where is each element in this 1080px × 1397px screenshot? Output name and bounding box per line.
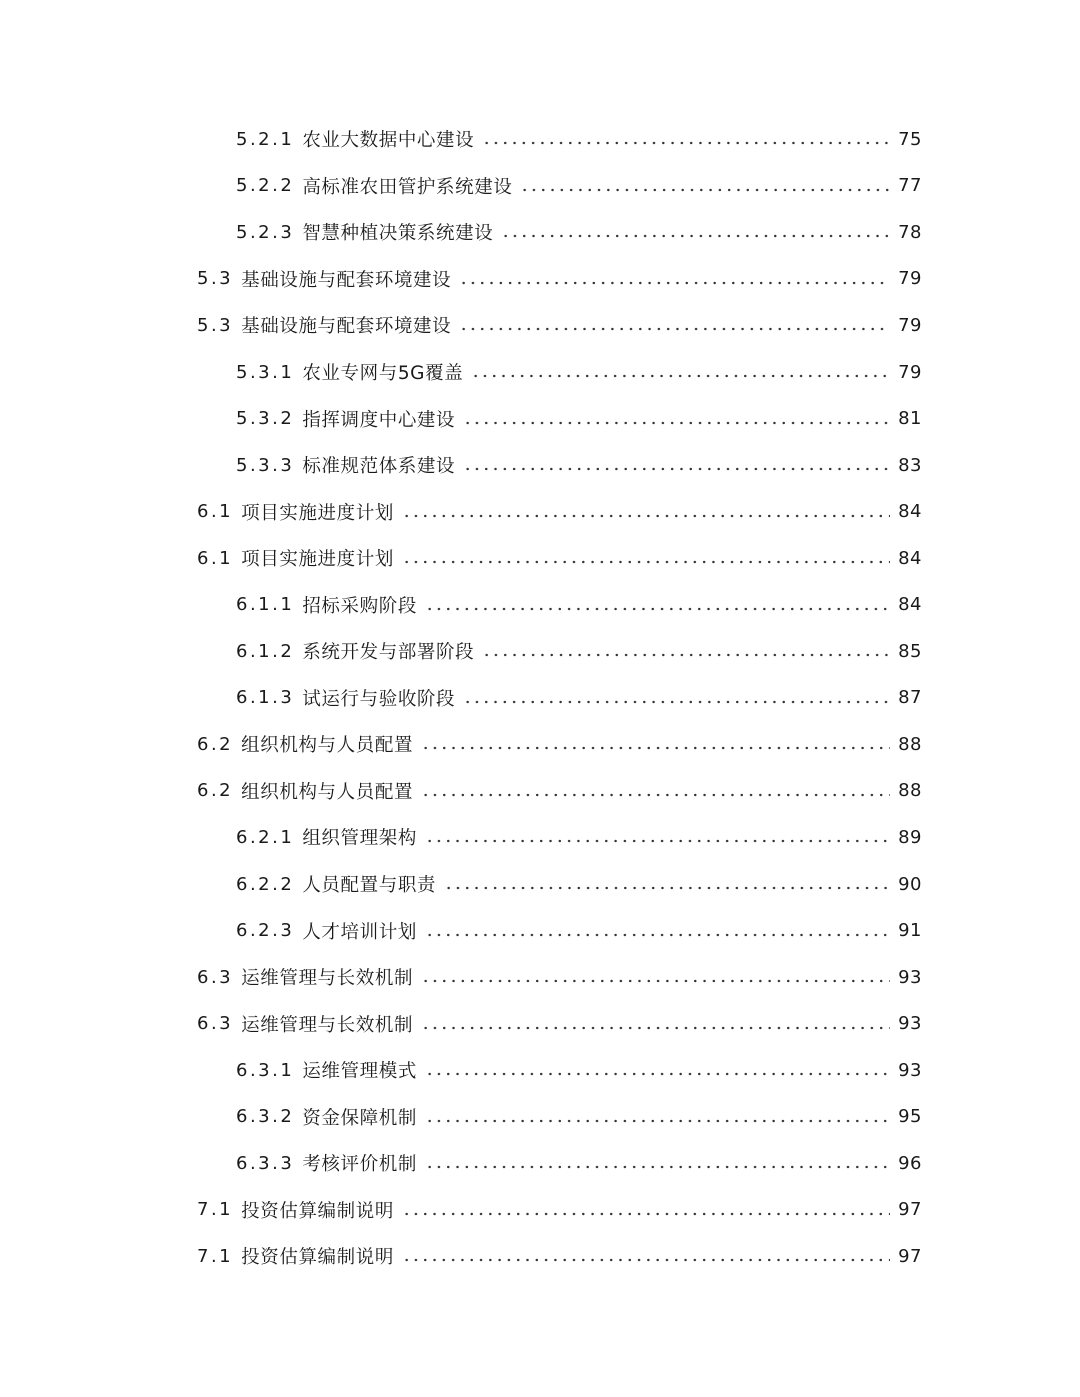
toc-entry-number: 5.3.2 <box>236 408 295 430</box>
toc-entry[interactable] <box>0 349 1080 396</box>
toc-entry-title: 投资估算编制说明 <box>241 1247 394 1269</box>
dot-leader <box>425 1072 890 1076</box>
toc-entry-title: 运维管理模式 <box>302 1061 417 1083</box>
dot-leader <box>402 560 890 564</box>
toc-entry[interactable] <box>0 256 1080 303</box>
toc-entry-title: 资金保障机制 <box>302 1107 417 1129</box>
toc-entry-page-number: 91 <box>898 920 922 942</box>
toc-entry-page-number: 89 <box>898 826 922 848</box>
toc-entry-page-number: 75 <box>898 128 922 150</box>
toc-entry-page-number: 88 <box>898 780 922 802</box>
toc-entry-title: 农业大数据中心建设 <box>302 130 475 152</box>
toc-entry[interactable] <box>0 1140 1080 1187</box>
dot-leader <box>421 1026 890 1030</box>
toc-entry[interactable] <box>0 442 1080 489</box>
toc-entry[interactable] <box>0 535 1080 582</box>
toc-entry-page-number: 93 <box>898 1059 922 1081</box>
dot-leader <box>444 886 890 890</box>
toc-entry[interactable] <box>0 1047 1080 1094</box>
toc-entry[interactable] <box>0 954 1080 1001</box>
toc-entry-number: 5.3.3 <box>236 454 295 476</box>
dot-leader <box>463 467 890 471</box>
toc-entry-title: 标准规范体系建设 <box>302 456 456 478</box>
toc-entry-page-number: 78 <box>898 221 922 243</box>
toc-entry-number: 6.3.2 <box>236 1106 295 1128</box>
toc-entry-number: 6.3.1 <box>236 1059 295 1081</box>
toc-entry-page-number: 77 <box>898 175 922 197</box>
toc-entry-title: 组织机构与人员配置 <box>241 781 414 803</box>
toc-entry-number: 6.2 <box>197 780 234 802</box>
toc-entry[interactable] <box>0 861 1080 908</box>
toc-entry-number: 6.1.3 <box>236 687 295 709</box>
toc-entry[interactable] <box>0 1233 1080 1280</box>
toc-entry-number: 6.2 <box>197 733 234 755</box>
dot-leader <box>421 793 890 797</box>
dot-leader <box>421 746 890 750</box>
toc-entry[interactable] <box>0 814 1080 861</box>
dot-leader <box>425 1165 890 1169</box>
toc-entry[interactable] <box>0 721 1080 768</box>
toc-entry-number: 6.3 <box>197 966 234 988</box>
toc-entry-title: 系统开发与部署阶段 <box>302 642 475 664</box>
toc-entry-title: 人才培训计划 <box>302 921 417 943</box>
toc-entry[interactable] <box>0 395 1080 442</box>
toc-entry-number: 6.2.1 <box>236 826 295 848</box>
toc-entry-title: 组织机构与人员配置 <box>241 735 414 757</box>
toc-entry-page-number: 87 <box>898 687 922 709</box>
toc-entry[interactable] <box>0 1093 1080 1140</box>
dot-leader <box>482 653 890 657</box>
toc-entry[interactable] <box>0 768 1080 815</box>
dot-leader <box>402 514 890 518</box>
dot-leader <box>463 421 890 425</box>
toc-entry-title: 人员配置与职责 <box>302 875 437 897</box>
toc-entry-number: 6.1.2 <box>236 640 295 662</box>
toc-entry[interactable] <box>0 907 1080 954</box>
toc-entry-page-number: 97 <box>898 1245 922 1267</box>
toc-entry-number: 5.3.1 <box>236 361 295 383</box>
toc-entry-title: 指挥调度中心建设 <box>302 409 456 431</box>
toc-entry[interactable] <box>0 628 1080 675</box>
toc-entry-title: 组织管理架构 <box>302 828 417 850</box>
toc-entry-title: 高标准农田管护系统建设 <box>302 176 513 198</box>
dot-leader <box>482 141 890 145</box>
toc-entry-title: 运维管理与长效机制 <box>241 1014 414 1036</box>
toc-entry-title: 考核评价机制 <box>302 1154 417 1176</box>
dot-leader <box>402 1212 890 1216</box>
toc-entry-page-number: 79 <box>898 361 922 383</box>
toc-entry-number: 5.3 <box>197 314 234 336</box>
toc-entry-number: 5.2.3 <box>236 221 295 243</box>
toc-entry-page-number: 95 <box>898 1106 922 1128</box>
toc-entry-number: 6.1.1 <box>236 594 295 616</box>
toc-entry[interactable] <box>0 488 1080 535</box>
toc-entry[interactable] <box>0 675 1080 722</box>
dot-leader <box>425 607 890 611</box>
toc-entry-title: 基础设施与配套环境建设 <box>241 316 452 338</box>
toc-entry-page-number: 81 <box>898 408 922 430</box>
dot-leader <box>463 700 890 704</box>
toc-entry[interactable] <box>0 209 1080 256</box>
toc-entry[interactable] <box>0 302 1080 349</box>
toc-entry-title: 运维管理与长效机制 <box>241 968 414 990</box>
toc-entry-title: 试运行与验收阶段 <box>302 688 456 710</box>
toc-entry-number: 5.2.1 <box>236 128 295 150</box>
toc-entry-page-number: 93 <box>898 1013 922 1035</box>
toc-entry-title: 项目实施进度计划 <box>241 549 394 571</box>
toc-entry-number: 6.3 <box>197 1013 234 1035</box>
toc-entry-page-number: 79 <box>898 268 922 290</box>
toc-entry-title: 投资估算编制说明 <box>241 1200 394 1222</box>
dot-leader <box>471 374 890 378</box>
dot-leader <box>425 839 890 843</box>
toc-entry-title: 智慧种植决策系统建设 <box>302 223 494 245</box>
toc-entry-page-number: 93 <box>898 966 922 988</box>
toc-entry[interactable] <box>0 163 1080 210</box>
dot-leader <box>459 327 890 331</box>
toc-entry-title: 农业专网与5G覆盖 <box>302 363 464 384</box>
toc-entry-page-number: 88 <box>898 733 922 755</box>
toc-entry-page-number: 96 <box>898 1152 922 1174</box>
toc-entry-page-number: 79 <box>898 314 922 336</box>
dot-leader <box>501 234 890 238</box>
toc-entry-number: 5.2.2 <box>236 175 295 197</box>
toc-entry-number: 7.1 <box>197 1199 234 1221</box>
toc-entry[interactable] <box>0 116 1080 163</box>
toc-entry-number: 6.2.2 <box>236 873 295 895</box>
toc-entry-page-number: 83 <box>898 454 922 476</box>
toc-entry-page-number: 84 <box>898 501 922 523</box>
dot-leader <box>425 933 890 937</box>
dot-leader <box>421 979 890 983</box>
toc-entry-page-number: 90 <box>898 873 922 895</box>
dot-leader <box>402 1258 890 1262</box>
toc-entry-page-number: 84 <box>898 594 922 616</box>
toc-entry-page-number: 97 <box>898 1199 922 1221</box>
toc-entry-number: 6.1 <box>197 501 234 523</box>
toc-entry-number: 7.1 <box>197 1245 234 1267</box>
toc-entry-number: 6.1 <box>197 547 234 569</box>
toc-entry-number: 6.3.3 <box>236 1152 295 1174</box>
toc-entry-number: 6.2.3 <box>236 920 295 942</box>
toc-entry[interactable] <box>0 1000 1080 1047</box>
toc-entry-title: 项目实施进度计划 <box>241 502 394 524</box>
toc-entry-title: 招标采购阶段 <box>302 595 417 617</box>
toc-entry-title: 基础设施与配套环境建设 <box>241 269 452 291</box>
toc-entry-page-number: 85 <box>898 640 922 662</box>
toc-entry[interactable] <box>0 581 1080 628</box>
dot-leader <box>459 281 890 285</box>
toc-entry-number: 5.3 <box>197 268 234 290</box>
dot-leader <box>425 1119 890 1123</box>
dot-leader <box>520 188 890 192</box>
toc-entry-page-number: 84 <box>898 547 922 569</box>
table-of-contents <box>0 116 1080 1280</box>
toc-entry[interactable] <box>0 1187 1080 1234</box>
